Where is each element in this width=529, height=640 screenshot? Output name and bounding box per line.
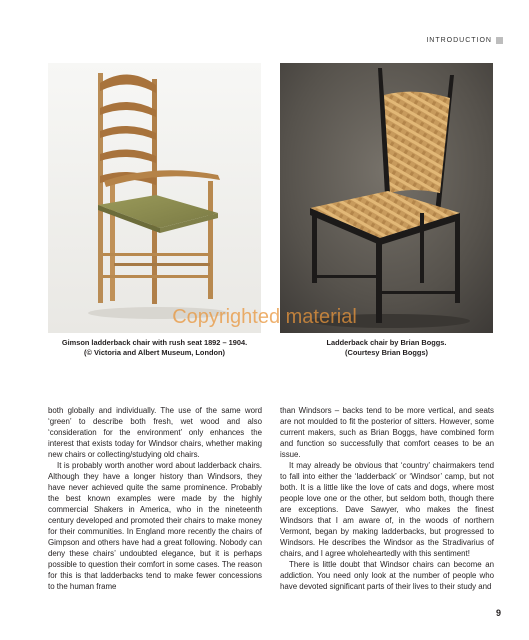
paragraph: There is little doubt that Windsor chairs can become an addiction. You need only look at the number of people who have devoted significant parts of their lives to their study and [280,560,494,591]
paragraph: than Windsors – backs tend to be more vertical, and seats are not moulded to fit the posterior of sitters. However, some current makers, such as Brian Boggs, have combined form and function so successfully that comfort ceases to be an issue. [280,406,494,459]
boggs-chair-image [280,63,493,333]
caption-credit: (© Victoria and Albert Museum, London) [84,348,225,357]
page-number: 9 [495,608,501,618]
body-column-left [48,405,262,592]
header-square-icon [496,37,503,44]
section-title: INTRODUCTION [426,37,492,44]
boggs-chair-photo [280,63,493,333]
running-header [426,37,503,44]
caption-credit: (Courtesy Brian Boggs) [345,348,428,357]
caption-line: Ladderback chair by Brian Boggs. [326,338,447,347]
body-column-right [280,405,494,592]
paragraph: It may already be obvious that ‘country’ chairmakers tend to fall into either the ‘ladderback’ or ‘Windsor’ camp, but not both. It is a little like the love of cats and dogs, where most people love one or the other, but seldom both, though there are exceptions. Dave Sawyer, who makes the finest Windsors that I am aware of, in the woods of northern Vermont, began by making ladderbacks, but progressed to Windsors. He describes the Windsor as the Stradivarius of chairs, and I agree wholeheartedly with this sentiment! [280,461,494,558]
copyright-watermark: Copyrighted material [172,306,357,328]
figure-caption-right [280,338,493,358]
paragraph: both globally and individually. The use of the same word ‘green’ to describe both fresh, wet wood and also ‘consideration for the environment’ only enhances the interest that exists today for Windsor chairs, whether making new chairs or collecting/studying old chairs. [48,406,262,459]
caption-line: Gimson ladderback chair with rush seat 1892 – 1904. [61,338,248,347]
gimson-chair-image [48,63,261,333]
gimson-chair-photo [48,63,261,333]
paragraph: It is probably worth another word about ladderback chairs. Although they have a longer history than Windsors, they have never achieved quite the same prominence. Probably the best known examples were made by the highly commercial Shakers in America, who in the nineteenth century developed and promoted their chairs to make money for their communities. In England more recently the chairs of Gimpson and others have had a great following. Nobody can deny these chairs’ undoubted elegance, but it is perhaps possible to question their comfort in some cases. The reason for this is that ladderbacks tend to make fewer concessions to the human frame [48,461,262,591]
figure-caption-left [48,338,261,358]
